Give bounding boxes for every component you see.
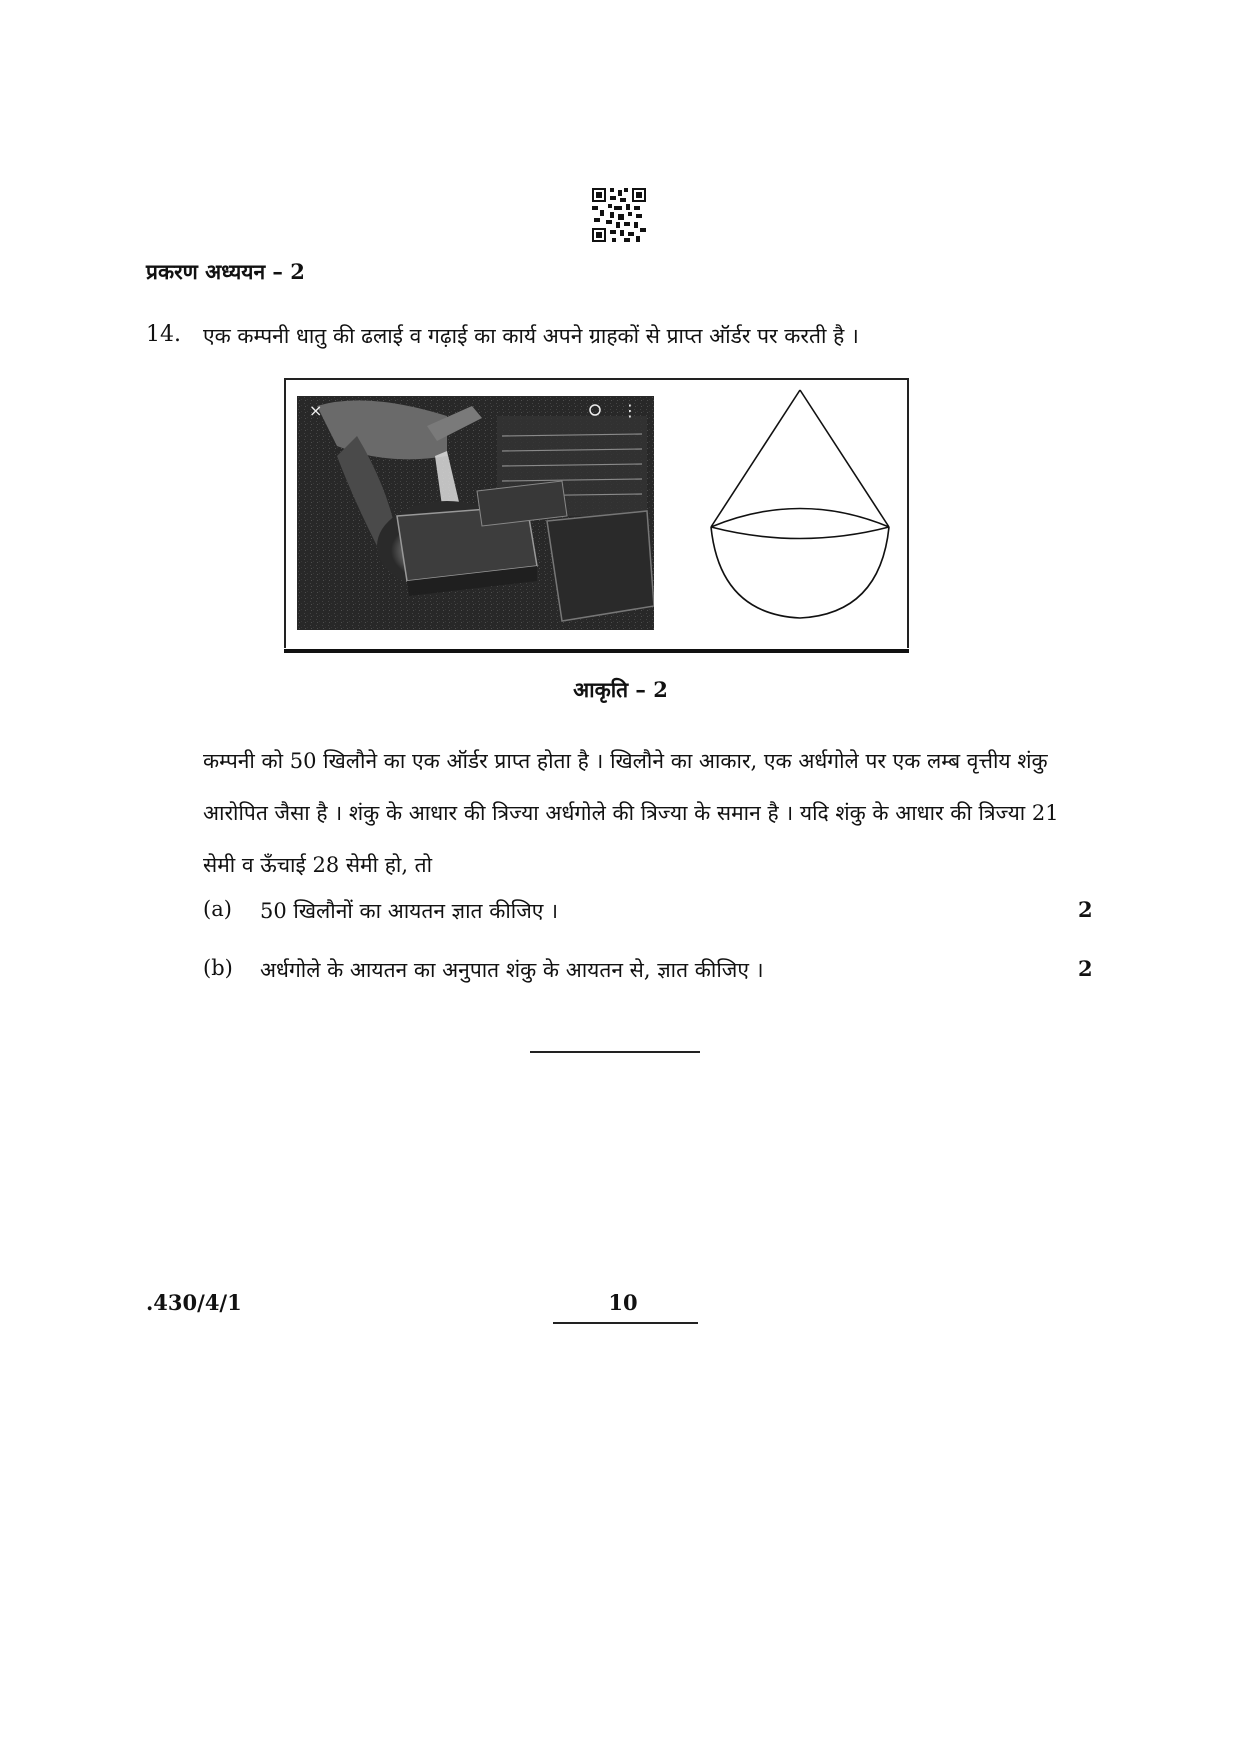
paper-code: .430/4/1 — [146, 1290, 242, 1315]
part-a-label: (a) — [203, 897, 232, 921]
question-number: 14. — [146, 322, 181, 347]
part-b-text: अर्धगोले के आयतन का अनुपात शंकु के आयतन से, ज्ञात कीजिए । — [260, 958, 764, 982]
question-paragraph: कम्पनी को 50 खिलौने का एक ऑर्डर प्राप्त होता है । खिलौने का आकार, एक अर्धगोले पर एक लम्ब वृत्तीय शंकु आरोपित जैसा है । शंकु के आधार की त्रिज्या अर्धगोले की त्रिज्या के समान है । यदि शंकु के आधार की त्रिज्या 21 सेमी व ऊँचाई 28 सेमी हो, तो — [203, 749, 1059, 877]
metal-casting-photo — [297, 396, 654, 630]
end-divider — [530, 1051, 700, 1053]
hemisphere-arc — [711, 527, 889, 618]
figure-caption: आकृति – 2 — [573, 677, 668, 702]
cone-on-hemisphere-diagram — [684, 378, 909, 648]
part-a-text: 50 खिलौनों का आयतन ज्ञात कीजिए । — [260, 899, 559, 923]
page-number: 10 — [608, 1290, 638, 1315]
cone-right-edge — [800, 390, 889, 527]
base-arc-top — [711, 509, 889, 528]
section-title: प्रकरण अध्ययन – 2 — [146, 259, 305, 284]
close-icon: × — [309, 401, 323, 420]
cone-left-edge — [711, 390, 800, 527]
part-b-marks: 2 — [1078, 956, 1093, 981]
more-icon: ⋮ — [622, 401, 638, 420]
figure-2 — [284, 378, 909, 653]
base-arc-bottom — [711, 527, 889, 539]
page-number-rule — [553, 1322, 698, 1324]
figure-border — [284, 649, 909, 653]
qr-code-icon — [592, 188, 646, 242]
question-intro: एक कम्पनी धातु की ढलाई व गढ़ाई का कार्य अपने ग्राहकों से प्राप्त ऑर्डर पर करती है । — [203, 324, 859, 348]
figure-border — [284, 378, 286, 648]
part-b-label: (b) — [203, 956, 233, 980]
part-a-marks: 2 — [1078, 897, 1093, 922]
